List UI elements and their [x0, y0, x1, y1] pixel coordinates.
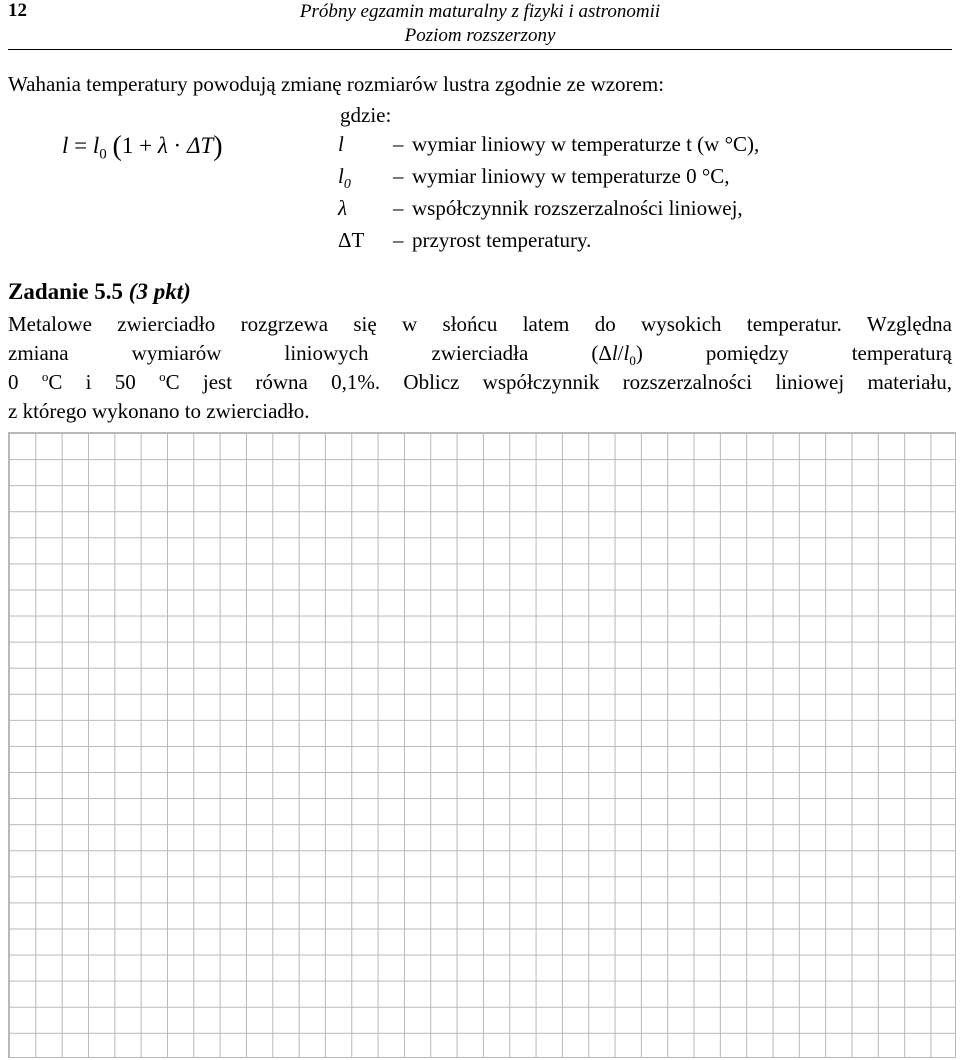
- formula-plus: +: [139, 133, 153, 158]
- legend-text: wymiar liniowy w temperaturze 0 °C,: [412, 164, 730, 188]
- exam-level: Poziom rozszerzony: [404, 25, 556, 46]
- formula-close-paren: ): [213, 131, 223, 162]
- legend-symbol: ΔT: [338, 228, 365, 252]
- task-line-4: z którego wykonano to zwierciadło.: [8, 399, 310, 423]
- formula-delta-t: ΔT: [186, 133, 214, 158]
- exam-title: Próbny egzamin maturalny z fizyki i astronomii: [299, 1, 661, 22]
- legend-text: przyrost temperatury.: [412, 228, 592, 252]
- task-title: [8, 279, 191, 305]
- formula-lambda: λ: [157, 133, 168, 158]
- legend-dash: –: [393, 164, 404, 188]
- legend-symbol: λ: [338, 196, 348, 220]
- task-line-1: Metalowe zwierciadło rozgrzewa się w słońcu latem do wysokich temperatur. Względna: [8, 312, 952, 336]
- task-statement: [8, 310, 952, 426]
- task-number: Zadanie 5.5: [8, 279, 124, 304]
- legend-dash: –: [393, 196, 404, 220]
- formula-open-paren: (: [112, 131, 122, 162]
- intro-text: Wahania temperatury powodują zmianę rozmiarów lustra zgodnie ze wzorem:: [8, 72, 665, 96]
- answer-grid[interactable]: [8, 432, 956, 1058]
- where-label: gdzie:: [340, 103, 392, 127]
- formula-one: 1: [121, 133, 134, 158]
- header-divider: [8, 49, 952, 50]
- task-line-3: 0 $^o$C i 50 $^o$C jest równa 0,1%. Oblicz współczynnik rozszerzalności liniowej materiału,: [8, 369, 953, 394]
- formula-equals: =: [74, 133, 88, 158]
- legend-symbol: $l_0$: [338, 164, 351, 193]
- task-line-2: zmiana wymiarów liniowych zwierciadła $(\Delta l/l_0)$ pomiędzy temperaturą: [8, 341, 952, 369]
- legend-dash: –: [393, 132, 404, 156]
- legend-symbol: l: [338, 132, 344, 156]
- expansion-formula: [62, 131, 223, 164]
- formula-dot: ·: [173, 133, 182, 158]
- legend-dash: –: [393, 228, 404, 252]
- formula-lhs: l: [62, 133, 69, 158]
- legend-text: wymiar liniowy w temperaturze t (w °C),: [412, 132, 760, 156]
- page-number: 12: [8, 0, 27, 21]
- task-points: (3 pkt): [128, 279, 191, 304]
- legend-text: współczynnik rozszerzalności liniowej,: [412, 196, 743, 220]
- formula-l0: $l_0$: [92, 133, 107, 163]
- page-header: [230, 0, 730, 48]
